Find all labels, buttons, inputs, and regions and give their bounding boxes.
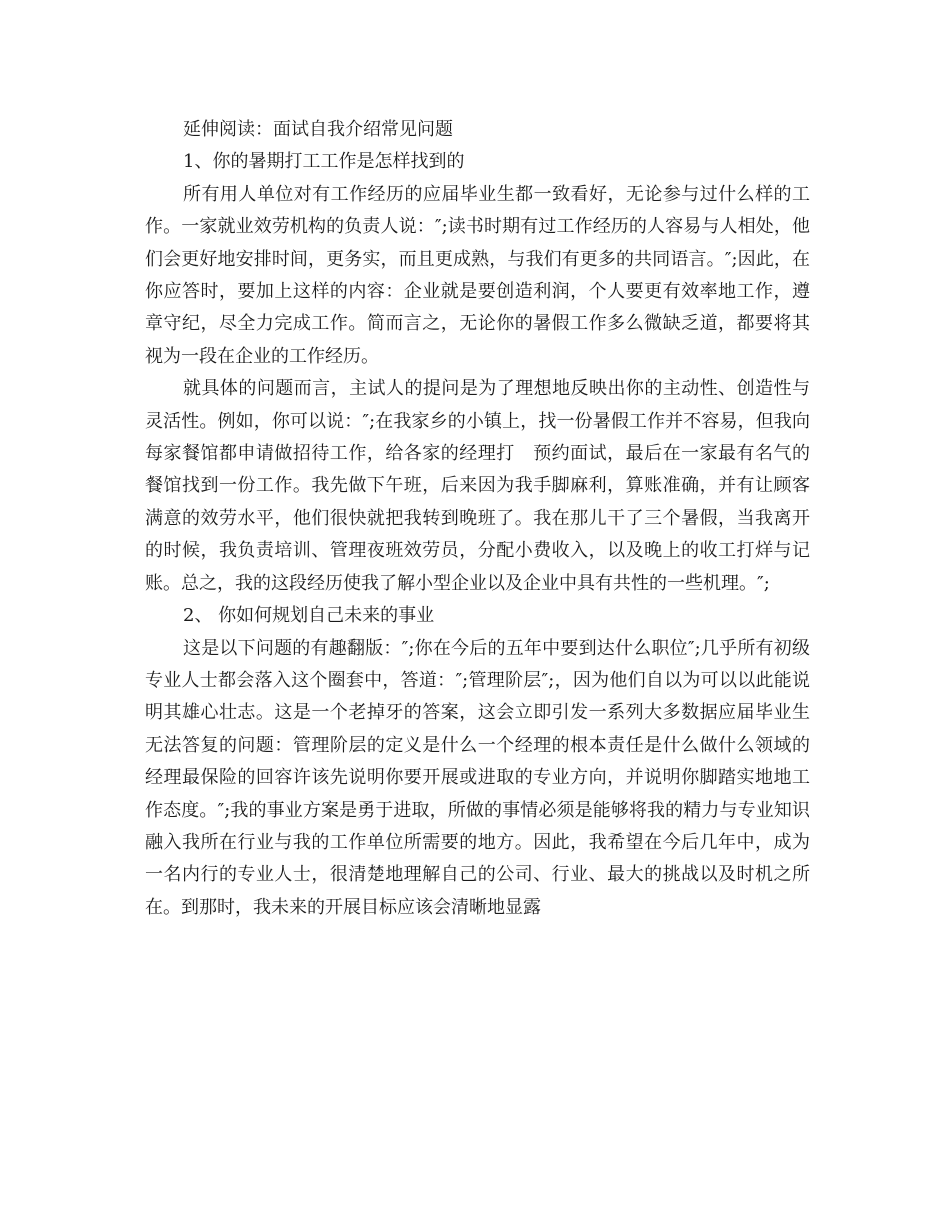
question-1-paragraph-2: 就具体的问题而言，主试人的提问是为了理想地反映出你的主动性、创造性与灵活性。例如，你可以说：″;在我家乡的小镇上，找一份暑假工作并不容易，但我向每家餐馆都申请做招待工作，给各家的经理打 预约面试，最后在一家最有名气的餐馆找到一份工作。我先做下午班，后来因为我手脚麻利，算账准确，并有让顾客满意的效劳水平，他们很快就把我转到晚班了。我在那儿干了三个暑假，当我离开的时候，我负责培训、管理夜班效劳员，分配小费收入，以及晚上的收工打烊与记账。总之，我的这段经历使我了解小型企业以及企业中具有共性的一些机理。″;	[145, 378, 810, 594]
document-body	[145, 114, 810, 924]
question-2-title: 2、 你如何规划自己未来的事业	[183, 605, 435, 627]
question-1-title: 1、你的暑期打工工作是怎样找到的	[183, 151, 465, 173]
section-heading: 延伸阅读：面试自我介绍常见问题	[183, 119, 453, 140]
question-1-paragraph-1: 所有用人单位对有工作经历的应届毕业生都一致看好，无论参与过什么样的工作。一家就业效劳机构的负责人说：″;读书时期有过工作经历的人容易与人相处，他们会更好地安排时间，更务实，而且更成熟，与我们有更多的共同语言。″;因此，在你应答时，要加上这样的内容：企业就是要创造利润，个人要更有效率地工作，遵章守纪，尽全力完成工作。简而言之，无论你的暑假工作多么微缺乏道，都要将其视为一段在企业的工作经历。	[145, 183, 810, 367]
question-2-paragraph-1: 这是以下问题的有趣翻版：″;你在今后的五年中要到达什么职位″;几乎所有初级专业人士都会落入这个圈套中，答道：″;管理阶层″;，因为他们自以为可以以此能说明其雄心壮志。这是一个老掉牙的答案，这会立即引发一系列大多数据应届毕业生无法答复的问题：管理阶层的定义是什么一个经理的根本责任是什么做什么领域的经理最保险的回容许该先说明你要开展或进取的专业方向，并说明你脚踏实地地工作态度。″;我的事业方案是勇于进取，所做的事情必须是能够将我的精力与专业知识融入我所在行业与我的工作单位所需要的地方。因此，我希望在今后几年中，成为一名内行的专业人士，很清楚地理解自己的公司、行业、最大的挑战以及时机之所在。到那时，我未来的开展目标应该会清晰地显露	[145, 637, 810, 918]
